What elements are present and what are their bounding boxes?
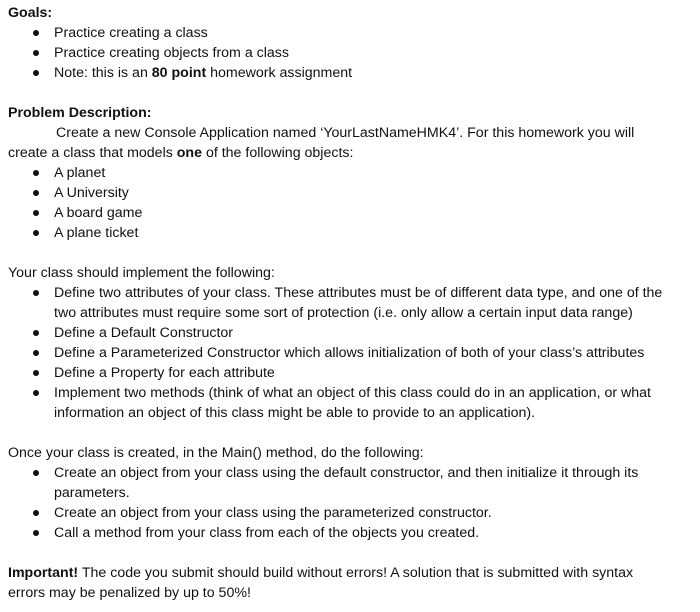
object-item: A planet xyxy=(8,163,692,183)
object-item: A board game xyxy=(8,203,692,223)
para-line2-prefix: create a class that models xyxy=(8,145,177,161)
important-label: Important! xyxy=(8,565,79,581)
main-item xyxy=(8,523,692,543)
implement-item-line: Implement two methods (think of what an object of this class could do in an application, or what xyxy=(54,385,651,401)
important-line2: errors may be penalized by up to 50%! xyxy=(8,585,251,601)
note-points: 80 point xyxy=(151,65,207,81)
note-suffix: homework assignment xyxy=(206,65,353,81)
para-line2-bold: one xyxy=(176,145,202,161)
implement-item-line: two attributes must require some sort of protection (i.e. only allow a certain input data range) xyxy=(54,305,633,321)
implement-intro: Your class should implement the following: xyxy=(8,265,275,281)
implement-item xyxy=(8,323,692,343)
note-prefix: Note: this is an xyxy=(54,65,152,81)
problem-paragraph-line1: Create a new Console Application named ‘YourLastNameHMK4’. For this homework you will xyxy=(56,125,635,141)
main-item-line: Create an object from your class using the parameterized constructor. xyxy=(54,505,492,521)
implement-list xyxy=(8,283,692,423)
goal-item: Practice creating a class xyxy=(8,23,692,43)
implement-item xyxy=(8,343,692,363)
main-item-line: parameters. xyxy=(54,485,130,501)
goals-heading: Goals: xyxy=(8,5,53,21)
important-text: The code you submit should build without errors! A solution that is submitted with syntax xyxy=(78,565,634,581)
goal-item: Practice creating objects from a class xyxy=(8,43,692,63)
main-item xyxy=(8,503,692,523)
main-list xyxy=(8,463,692,543)
para-line2-suffix: of the following objects: xyxy=(202,145,354,161)
implement-item-line: information an object of this class might be able to provide to an application). xyxy=(54,405,536,421)
main-intro: Once your class is created, in the Main() method, do the following: xyxy=(8,445,424,461)
implement-item-line: Define a Parameterized Constructor which allows initialization of both of your class’s attributes xyxy=(54,345,645,361)
object-item: A University xyxy=(8,183,692,203)
implement-item xyxy=(8,383,692,423)
implement-item-line: Define a Default Constructor xyxy=(54,325,234,341)
implement-item-line: Define a Property for each attribute xyxy=(54,365,275,381)
main-item-line: Create an object from your class using the default constructor, and then initialize it through its xyxy=(54,465,639,481)
object-item: A plane ticket xyxy=(8,223,692,243)
goals-list xyxy=(8,23,692,83)
objects-list xyxy=(8,163,692,243)
goal-item-note xyxy=(8,63,692,83)
problem-heading: Problem Description: xyxy=(8,105,152,121)
important-line1 xyxy=(8,563,692,583)
implement-item-line: Define two attributes of your class. These attributes must be of different data type, and one of the xyxy=(54,285,663,301)
implement-item xyxy=(8,283,692,323)
main-item-line: Call a method from your class from each of the objects you created. xyxy=(54,525,480,541)
main-item xyxy=(8,463,692,503)
problem-paragraph-line2 xyxy=(8,143,692,163)
implement-item xyxy=(8,363,692,383)
